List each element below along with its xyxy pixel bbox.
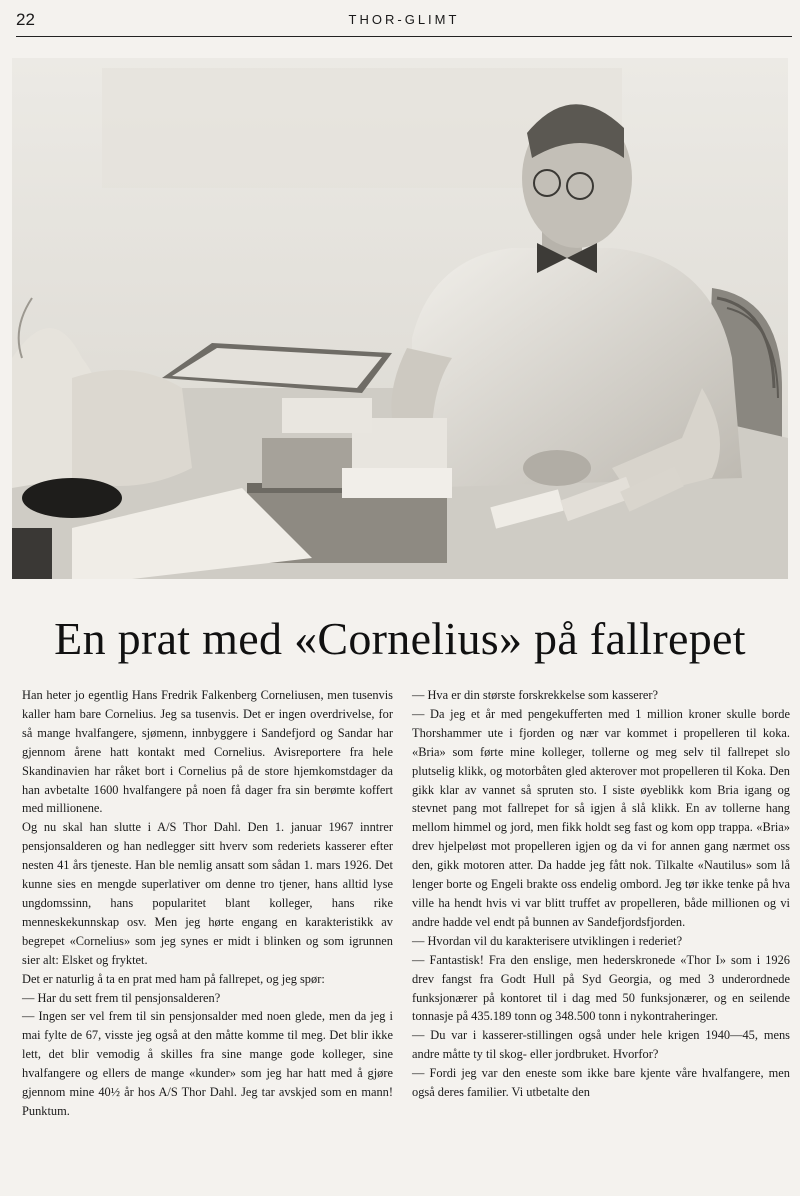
paragraph: Og nu skal han slutte i A/S Thor Dahl. Den 1. januar 1967 inntrer pensjonsalderen og han nedlegger sitt hverv som rederiets kasserer efter nesten 41 års tjeneste. Han ble nemlig ansatt som sådan 1. mars 1926. Det kunne sies en mengde superlativer om denne tro tjener, hans alltid lyse ungdomssinn, hans popularitet blant kolleger, hans rike menneskekunnskap osv. Men jeg hørte engang en karakteristikk av begrepet «Cornelius» som jeg synes er midt i blinken og som igrunnen sier alt: Elsket og fryktet. <box>22 820 393 967</box>
cashier-photo-illustration <box>12 58 788 579</box>
paragraph: — Ingen ser vel frem til sin pensjonsalder med noen glede, men da jeg i mai fylte de 67, visste jeg også at den måtte komme til meg. Det blir ikke lett, det blir vemodig å skilles fra sine mange gode kolleger, sine hvalfangere og ellers de mange «kunder» som jeg har hatt med å gjøre gjennom mine 40½ år hos A/S Thor Dahl. Jeg tar avskjed som en mann! Punktum. <box>22 1009 393 1118</box>
paragraph: — Da jeg et år med pengekufferten med 1 million kroner skulle borde Thorshammer ute i fjorden og nær var kommet i propelleren til koka. «Bria» som førte mine kolleger, tollerne og meg selv til fallrepet slo plutselig klikk, og motorbåten gled akterover mot propelleren til Koka. Den gikk klar av vannet så spruten sto. I siste øyeblikk kom Bria igang og stevnet pang mot fallrepet for så igjen å slå klikk. En av tollerne hang mellom himmel og jord, men fikk holdt seg fast og kom opp trappa. «Bria» drev hjelpeløst mot propelleren igjen og da vi for annen gang nærmet oss den, gikk motoren atter. Da hadde jeg fått nok. Tilkalte «Nautilus» som lå lenger borte og Engeli brakte oss endelig ombord. Jeg tør ikke tenke på hva ville ha hendt hvis vi var blitt truffet av propelleren, både millionen og vi andre hadde vel endt på bunnen av Sandefjordsfjorden. <box>412 706 790 929</box>
paragraph: — Hva er din største forskrekkelse som kasserer? <box>412 688 659 702</box>
page-header <box>16 8 792 37</box>
paragraph: — Fantastisk! Fra den enslige, men hederskronede «Thor I» som i 1926 drev fangst fra Godt Hull på Syd Georgia, og med 3 underordnede funksjonærer på kontoret til i dag med 50 funksjonærer, og en seilende tonnasje på 435.189 tonn og 348.500 tonn i nykontraheringer. <box>412 952 790 1024</box>
paragraph: — Du var i kasserer-stillingen også under hele krigen 1940—45, mens andre måtte ty til skog- eller jordbruket. Hvorfor? <box>412 1028 790 1062</box>
paragraph: Det er naturlig å ta en prat med ham på fallrepet, og jeg spør: <box>22 971 325 986</box>
page-number: 22 <box>16 10 35 29</box>
article-headline: En prat med «Cornelius» på fallrepet <box>54 613 746 664</box>
paragraph: — Hvordan vil du karakterisere utviklingen i rederiet? <box>412 933 683 948</box>
article-left-column <box>22 686 393 1121</box>
paragraph: Han heter jo egentlig Hans Fredrik Falkenberg Corneliusen, men tusenvis kaller ham bare Cornelius. Jeg sa tusenvis. Det er ingen overdrivelse, for så mange hvalfangere, sjømenn, innbyggere i Sandefjord og Sandar har gjennom årene hatt kontakt med Cornelius. Avisreportere fra hele Skandinavien har råket bort i Cornelius på de store hjemkomstdager da han avbetalte 1600 hvalfangere på noen få dager fra sin berømte koffert med millionene. <box>22 688 393 816</box>
magazine-name: THOR-GLIMT <box>348 12 460 27</box>
paragraph: — Har du sett frem til pensjonsalderen? <box>22 990 221 1005</box>
article-right-column <box>412 686 790 1102</box>
cashier-photo <box>12 58 788 579</box>
paragraph: — Fordi jeg var den eneste som ikke bare kjente våre hvalfangere, men også deres familier. Vi utbetalte den <box>412 1066 790 1100</box>
